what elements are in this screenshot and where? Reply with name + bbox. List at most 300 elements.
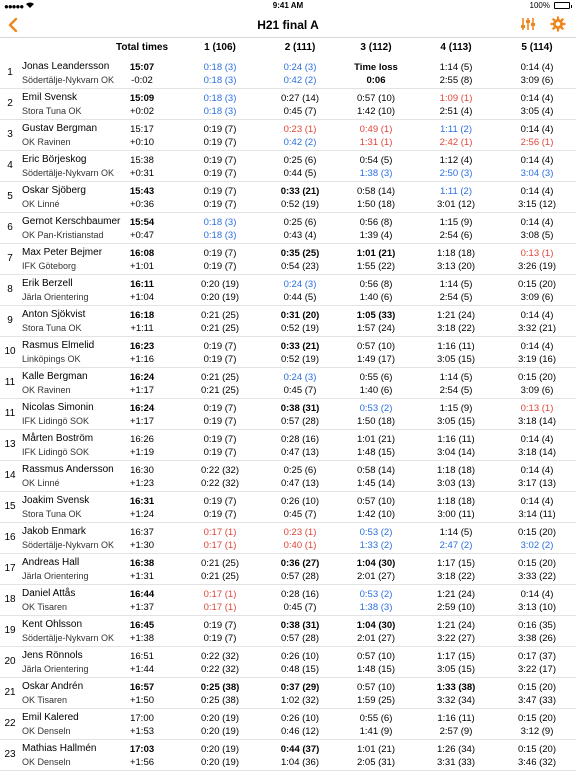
table-row[interactable] (0, 151, 576, 182)
cumulative-time: 2:57 (9) (439, 726, 473, 737)
table-row[interactable] (0, 337, 576, 368)
cumulative-time: 3:13 (20) (436, 261, 476, 272)
cumulative-time: 1:04 (36) (280, 757, 320, 768)
settings-button[interactable] (550, 16, 566, 32)
split-time: 0:14 (4) (520, 124, 554, 135)
split-time: 0:49 (1) (359, 124, 393, 135)
runner-name: Rassmus Andersson (22, 464, 114, 475)
cumulative-time: 0:45 (7) (283, 385, 317, 396)
club-name: OK Ravinen (22, 385, 71, 395)
cumulative-time: 3:13 (10) (517, 602, 557, 613)
cumulative-time: 3:22 (17) (517, 664, 557, 675)
cumulative-time: 2:54 (5) (439, 292, 473, 303)
total-time: 16:26 (130, 434, 154, 445)
split-time: 0:25 (6) (283, 217, 317, 228)
cumulative-time: 1:57 (24) (356, 323, 396, 334)
cumulative-time: 0:43 (4) (283, 230, 317, 241)
split-time: 1:04 (30) (356, 620, 396, 631)
split-time: 0:17 (37) (517, 651, 557, 662)
split-time: 0:14 (4) (520, 186, 554, 197)
cumulative-time: 2:50 (3) (439, 168, 473, 179)
table-row[interactable] (0, 709, 576, 740)
split-time: 0:15 (20) (517, 744, 557, 755)
rank: 22 (4, 718, 16, 729)
table-row[interactable] (0, 58, 576, 89)
split-time: 0:14 (4) (520, 434, 554, 445)
runner-name: Nicolas Simonin (22, 402, 94, 413)
time-behind: +1:56 (129, 757, 155, 768)
cumulative-time: 3:18 (22) (436, 323, 476, 334)
split-time: 0:26 (10) (280, 651, 320, 662)
table-row[interactable] (0, 616, 576, 647)
split-time: 0:37 (29) (280, 682, 320, 693)
rank: 4 (7, 160, 13, 171)
cumulative-time: 0:19 (7) (203, 261, 237, 272)
split-time: 0:15 (20) (517, 682, 557, 693)
split-time: 1:21 (24) (436, 310, 476, 321)
total-time: 16:24 (129, 403, 155, 414)
split-time: 0:19 (7) (203, 496, 237, 507)
cumulative-time: 3:08 (5) (520, 230, 554, 241)
table-row[interactable] (0, 213, 576, 244)
cumulative-time: 2:42 (1) (439, 137, 473, 148)
rank: 17 (4, 563, 16, 574)
nav-actions (520, 16, 566, 32)
split-time: 0:23 (1) (283, 124, 317, 135)
cumulative-time: 1:50 (18) (356, 199, 396, 210)
signal-icon: ●●●●● (4, 1, 24, 11)
split-time: 0:38 (31) (280, 403, 320, 414)
split-time: 0:26 (10) (280, 496, 320, 507)
cumulative-time: 0:57 (28) (280, 571, 320, 582)
gear-icon (550, 16, 566, 32)
cumulative-time: 0:45 (7) (283, 509, 317, 520)
rank: 3 (7, 129, 13, 140)
runner-name: Jakob Enmark (22, 526, 86, 537)
club-name: Södertälje-Nykvarn OK (22, 633, 115, 643)
rank: 15 (4, 501, 16, 512)
split-time: 0:26 (10) (280, 713, 320, 724)
split-time: 0:28 (16) (280, 434, 320, 445)
cumulative-time: 0:17 (1) (203, 540, 237, 551)
cumulative-time: 2:54 (5) (439, 385, 473, 396)
club-name: IFK Lidingö SOK (22, 416, 90, 426)
split-time: 1:16 (11) (437, 341, 475, 352)
table-row[interactable] (0, 585, 576, 616)
split-time: 1:18 (18) (436, 248, 476, 259)
club-name: Järla Orientering (22, 292, 89, 302)
rank: 6 (7, 222, 13, 233)
time-behind: +1:16 (129, 354, 155, 365)
table-row[interactable] (0, 306, 576, 337)
split-time: 0:57 (10) (356, 496, 396, 507)
cumulative-time: 3:12 (9) (520, 726, 554, 737)
cumulative-time: 3:05 (15) (436, 354, 476, 365)
split-time: 0:53 (2) (359, 403, 393, 414)
split-time: 0:20 (19) (200, 279, 240, 290)
split-time: 0:57 (10) (356, 682, 396, 693)
split-time: 1:01 (21) (356, 744, 396, 755)
club-name: OK Linné (22, 478, 60, 488)
time-behind: +0:36 (129, 199, 155, 210)
club-name: Stora Tuna OK (22, 323, 82, 333)
cumulative-time: 3:00 (11) (437, 509, 475, 520)
split-time: 0:33 (21) (280, 341, 320, 352)
club-name: OK Denseln (22, 757, 71, 767)
cumulative-time: 1:40 (6) (359, 385, 393, 396)
split-time: 0:56 (8) (359, 279, 393, 290)
table-row[interactable] (0, 647, 576, 678)
rank: 11 (4, 408, 16, 419)
split-time: 0:53 (2) (359, 589, 393, 600)
time-behind: +1:53 (129, 726, 155, 737)
club-name: OK Tisaren (22, 695, 68, 705)
cumulative-time: 0:44 (5) (283, 168, 317, 179)
cumulative-time: 0:18 (3) (203, 106, 237, 117)
cumulative-time: 3:09 (6) (520, 292, 554, 303)
runner-name: Mårten Boström (22, 433, 94, 444)
split-time: 0:21 (25) (200, 372, 240, 383)
cumulative-time: 2:05 (31) (356, 757, 396, 768)
rank: 7 (7, 253, 13, 264)
rank: 19 (4, 625, 16, 636)
cumulative-time: 2:01 (27) (356, 571, 396, 582)
cumulative-time: 1:48 (15) (356, 447, 396, 458)
time-behind: +1:23 (129, 478, 155, 489)
rank: 18 (4, 594, 16, 605)
split-time: 1:05 (33) (356, 310, 396, 321)
cumulative-time: 1:42 (10) (356, 509, 396, 520)
total-time: 15:07 (129, 62, 155, 73)
cumulative-time: 0:18 (3) (203, 230, 237, 241)
cumulative-time: 3:05 (15) (436, 416, 476, 427)
runner-name: Kent Ohlsson (22, 619, 83, 630)
split-time: 0:31 (20) (280, 310, 320, 321)
rank: 23 (4, 749, 16, 760)
split-time: 0:55 (6) (359, 372, 393, 383)
runner-name: Rasmus Elmelid (22, 340, 95, 351)
cumulative-time: 1:31 (1) (359, 137, 393, 148)
results-list (0, 58, 576, 771)
club-name: Linköpings OK (22, 354, 81, 364)
cumulative-time: 3:22 (27) (436, 633, 476, 644)
cumulative-time: 2:54 (6) (439, 230, 473, 241)
cumulative-time: 3:14 (11) (518, 509, 556, 520)
cumulative-time: 1:02 (32) (280, 695, 320, 706)
split-time: 1:26 (34) (436, 744, 476, 755)
time-behind: +0:10 (129, 137, 155, 148)
table-row[interactable] (0, 492, 576, 523)
cumulative-time: 0:20 (19) (200, 726, 240, 737)
split-time: 0:14 (4) (520, 217, 554, 228)
split-time: 0:57 (10) (356, 93, 396, 104)
table-row[interactable] (0, 740, 576, 771)
split-time: 1:11 (2) (439, 124, 473, 135)
runner-name: Oskar Sjöberg (22, 185, 86, 196)
cumulative-time: 0:54 (23) (280, 261, 320, 272)
club-name: Södertälje-Nykvarn OK (22, 540, 115, 550)
split-time: 0:55 (6) (359, 713, 393, 724)
cumulative-time: 0:57 (28) (280, 416, 320, 427)
total-time: 16:44 (129, 589, 155, 600)
status-right (530, 1, 570, 10)
split-time: 0:21 (25) (200, 558, 240, 569)
total-time: 15:43 (129, 186, 155, 197)
table-row[interactable] (0, 678, 576, 709)
split-time: 1:18 (18) (436, 496, 476, 507)
time-behind: +1:04 (129, 292, 155, 303)
cumulative-time: 0:57 (28) (280, 633, 320, 644)
table-row[interactable] (0, 554, 576, 585)
time-behind: +1:11 (130, 323, 154, 334)
split-time: 0:14 (4) (520, 496, 554, 507)
cumulative-time: 1:40 (6) (359, 292, 393, 303)
cumulative-time: 3:03 (13) (436, 478, 476, 489)
split-time: 0:15 (20) (517, 558, 557, 569)
split-time: 1:15 (9) (439, 217, 473, 228)
rank: 9 (7, 315, 13, 326)
cumulative-time: 0:21 (25) (200, 385, 240, 396)
table-row[interactable] (0, 120, 576, 151)
cumulative-time: 2:56 (1) (520, 137, 554, 148)
cumulative-time: 1:39 (4) (359, 230, 393, 241)
cumulative-time: 3:05 (15) (436, 664, 476, 675)
cumulative-time: 1:38 (3) (359, 602, 393, 613)
runner-name: Erik Berzell (22, 278, 73, 289)
cumulative-time: 3:31 (33) (436, 757, 476, 768)
split-time: 1:12 (4) (439, 155, 473, 166)
club-name: Stora Tuna OK (22, 509, 82, 519)
split-time: 0:19 (7) (203, 186, 237, 197)
time-behind: -0:02 (131, 75, 153, 86)
table-row[interactable] (0, 275, 576, 306)
split-time: 1:18 (18) (436, 465, 476, 476)
cumulative-time: 3:02 (2) (520, 540, 554, 551)
rank: 16 (4, 532, 16, 543)
split-time: 0:58 (14) (356, 186, 396, 197)
runner-name: Anton Sjökvist (22, 309, 86, 320)
split-time: 1:14 (5) (439, 279, 473, 290)
split-time: 1:09 (1) (439, 93, 473, 104)
cumulative-time: 3:04 (14) (436, 447, 476, 458)
split-time: 1:14 (5) (439, 62, 473, 73)
battery-percent: 100% (529, 1, 550, 10)
split-time: 0:14 (4) (520, 93, 554, 104)
split-time: 0:58 (14) (356, 465, 396, 476)
rank: 11 (4, 377, 16, 388)
table-row[interactable] (0, 368, 576, 399)
split-time: 1:17 (15) (436, 558, 476, 569)
cumulative-time: 2:55 (8) (439, 75, 473, 86)
rank: 1 (7, 67, 13, 78)
cumulative-time: 1:38 (3) (359, 168, 393, 179)
runner-name: Joakim Svensk (22, 495, 90, 506)
rank: 10 (4, 346, 16, 357)
split-time: 0:25 (38) (200, 682, 240, 693)
cumulative-time: 0:47 (13) (280, 447, 320, 458)
split-time: 0:56 (8) (359, 217, 393, 228)
cumulative-time: 1:33 (2) (359, 540, 393, 551)
time-behind: +1:44 (129, 664, 155, 675)
time-behind: +1:01 (129, 261, 155, 272)
split-time: 1:04 (30) (356, 558, 396, 569)
status-time: 9:41 AM (272, 1, 304, 10)
split-time: 1:17 (15) (436, 651, 476, 662)
header-control-3: 3 (112) (360, 42, 392, 53)
runner-name: Emil Svensk (22, 92, 78, 103)
cumulative-time: 3:18 (14) (517, 416, 557, 427)
split-time: 0:35 (25) (280, 248, 320, 259)
split-time: 0:15 (20) (517, 279, 557, 290)
split-time: 0:17 (1) (203, 589, 237, 600)
split-time: 0:44 (37) (280, 744, 320, 755)
runner-name: Andreas Hall (22, 557, 80, 568)
club-name: IFK Lidingö SOK (22, 447, 90, 457)
split-time: 0:23 (1) (283, 527, 317, 538)
cumulative-time: 3:18 (14) (517, 447, 557, 458)
cumulative-time: 0:46 (12) (280, 726, 320, 737)
status-bar (0, 0, 576, 12)
split-time: 0:15 (20) (517, 527, 557, 538)
time-behind: +1:17 (129, 416, 155, 427)
cumulative-time: 3:05 (4) (520, 106, 554, 117)
cumulative-time: 0:17 (1) (203, 602, 237, 613)
cumulative-time: 3:18 (22) (436, 571, 476, 582)
cumulative-time: 0:19 (7) (203, 137, 237, 148)
split-time: 0:20 (19) (200, 744, 240, 755)
cumulative-time: 0:42 (2) (283, 75, 317, 86)
split-time: 1:16 (11) (437, 713, 475, 724)
total-time: 17:03 (129, 744, 155, 755)
club-name: Södertälje-Nykvarn OK (22, 168, 115, 178)
total-time: 17:00 (130, 713, 154, 724)
split-time: 0:19 (7) (203, 124, 237, 135)
split-time: 0:25 (6) (283, 155, 317, 166)
runner-name: Emil Kalered (22, 712, 79, 723)
runner-name: Jens Rönnols (22, 650, 83, 661)
cumulative-time: 1:45 (14) (356, 478, 396, 489)
cumulative-time: 1:42 (10) (356, 106, 396, 117)
header-control-4: 4 (113) (440, 42, 472, 53)
cumulative-time: 0:19 (7) (203, 199, 237, 210)
cumulative-time: 2:51 (4) (439, 106, 473, 117)
table-row[interactable] (0, 399, 576, 430)
club-name: Järla Orientering (22, 571, 89, 581)
runner-name: Gustav Bergman (22, 123, 98, 134)
cumulative-time: 0:18 (3) (203, 75, 237, 86)
split-time: 0:19 (7) (203, 248, 237, 259)
split-time: 1:15 (9) (439, 403, 473, 414)
total-time: 16:31 (129, 496, 155, 507)
split-time: 0:24 (3) (283, 372, 317, 383)
split-time: 0:24 (3) (283, 62, 317, 73)
total-time: 16:37 (130, 527, 154, 538)
split-time: 0:15 (20) (517, 372, 557, 383)
cumulative-time: 0:19 (7) (203, 168, 237, 179)
split-time: 0:19 (7) (203, 403, 237, 414)
total-time: 16:57 (129, 682, 155, 693)
cumulative-time: 0:19 (7) (203, 633, 237, 644)
table-row[interactable] (0, 523, 576, 554)
table-row[interactable] (0, 461, 576, 492)
split-time: 0:19 (7) (203, 155, 237, 166)
split-time: 0:53 (2) (359, 527, 393, 538)
split-time: 1:11 (2) (439, 186, 473, 197)
club-name: Stora Tuna OK (22, 106, 82, 116)
time-behind: +1:37 (129, 602, 155, 613)
club-name: OK Tisaren (22, 602, 68, 612)
split-time: 0:14 (4) (520, 155, 554, 166)
split-time: 0:19 (7) (203, 341, 237, 352)
rank: 2 (7, 98, 13, 109)
cumulative-time: 0:21 (25) (200, 571, 240, 582)
total-time: 16:30 (130, 465, 154, 476)
split-time: 1:21 (24) (436, 589, 476, 600)
split-time: 0:13 (1) (520, 248, 554, 259)
cumulative-time: 1:48 (15) (356, 664, 396, 675)
runner-name: Mathias Hallmén (22, 743, 97, 754)
cumulative-time: 1:59 (25) (356, 695, 396, 706)
club-name: IFK Göteborg (22, 261, 77, 271)
cumulative-time: 0:19 (7) (203, 416, 237, 427)
runner-name: Gernot Kerschbaumer (22, 216, 121, 227)
split-time: 0:54 (5) (359, 155, 393, 166)
split-time: 0:19 (7) (203, 434, 237, 445)
split-time: 1:01 (21) (356, 248, 396, 259)
split-time: 0:27 (14) (280, 93, 320, 104)
rank: 8 (7, 284, 13, 295)
club-name: Järla Orientering (22, 664, 89, 674)
cumulative-time: 0:22 (32) (200, 664, 240, 675)
split-time: 0:28 (16) (280, 589, 320, 600)
split-time: 0:24 (3) (283, 279, 317, 290)
time-behind: +1:38 (129, 633, 155, 644)
total-time: 16:18 (129, 310, 155, 321)
cumulative-time: 3:15 (12) (517, 199, 557, 210)
total-time: 16:24 (129, 372, 155, 383)
runner-name: Max Peter Bejmer (22, 247, 103, 258)
cumulative-time: 2:01 (27) (356, 633, 396, 644)
table-row[interactable] (0, 430, 576, 461)
cumulative-time: 1:41 (9) (359, 726, 393, 737)
total-time: 16:11 (130, 279, 154, 290)
split-time: 0:14 (4) (520, 589, 554, 600)
split-time: 0:36 (27) (280, 558, 320, 569)
club-name: OK Linné (22, 199, 60, 209)
cumulative-time: 3:17 (13) (517, 478, 557, 489)
total-time: 15:09 (129, 93, 155, 104)
total-time: 16:23 (129, 341, 155, 352)
table-row[interactable] (0, 182, 576, 213)
table-row[interactable] (0, 244, 576, 275)
time-behind: +0:47 (129, 230, 155, 241)
split-time: 0:22 (32) (200, 465, 240, 476)
cumulative-time: 0:40 (1) (283, 540, 317, 551)
sliders-button[interactable] (520, 16, 536, 32)
rank: 13 (4, 439, 16, 450)
cumulative-time: 0:47 (13) (280, 478, 320, 489)
cumulative-time: 0:42 (2) (283, 137, 317, 148)
runner-name: Kalle Bergman (22, 371, 88, 382)
table-row[interactable] (0, 89, 576, 120)
battery-icon (554, 2, 570, 9)
cumulative-time: 0:25 (38) (200, 695, 240, 706)
cumulative-time: 3:09 (6) (520, 75, 554, 86)
total-time: 15:54 (129, 217, 155, 228)
cumulative-time: 3:32 (34) (436, 695, 476, 706)
page-title: H21 final A (257, 18, 319, 32)
time-behind: +0:31 (129, 168, 155, 179)
